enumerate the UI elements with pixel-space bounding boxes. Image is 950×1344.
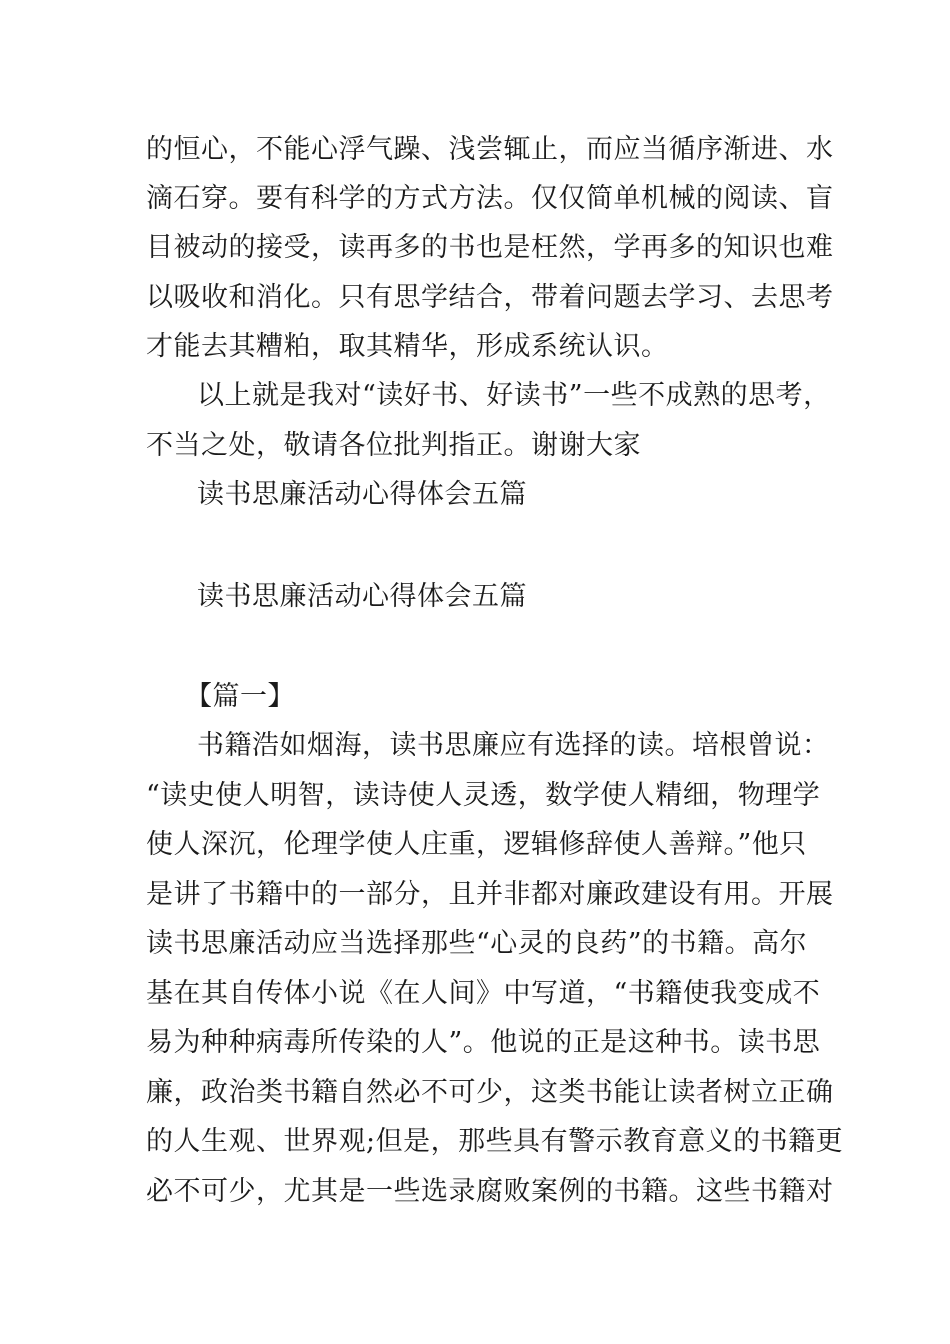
body-text-line: 必不可少，尤其是一些选录腐败案例的书籍。这些书籍对 xyxy=(146,1176,834,1207)
chapter-marker: 【篇一】 xyxy=(185,681,295,712)
body-text-line: 以吸收和消化。只有思学结合，带着问题去学习、去思考 xyxy=(146,282,834,313)
body-text-line: 的恒心，不能心浮气躁、浅尝辄止，而应当循序渐进、水 xyxy=(146,134,834,165)
body-text-line: 才能去其糟粕，取其精华，形成系统认识。 xyxy=(146,331,669,362)
body-text-line: 基在其自传体小说《在人间》中写道，“书籍使我变成不 xyxy=(146,978,821,1009)
body-text-line: 不当之处，敬请各位批判指正。谢谢大家 xyxy=(146,430,641,461)
section-heading: 读书思廉活动心得体会五篇 xyxy=(197,479,527,510)
body-text-line: 滴石穿。要有科学的方式方法。仅仅简单机械的阅读、盲 xyxy=(146,183,834,214)
body-text-line: 易为种种病毒所传染的人”。他说的正是这种书。读书思 xyxy=(146,1027,821,1058)
body-text-line: “读史使人明智，读诗使人灵透，数学使人精细，物理学 xyxy=(146,780,821,811)
body-text-line: 使人深沉，伦理学使人庄重，逻辑修辞使人善辩。”他只 xyxy=(146,829,807,860)
body-text-line: 书籍浩如烟海，读书思廉应有选择的读。培根曾说： xyxy=(197,730,830,761)
body-text-line: 以上就是我对“读好书、好读书”一些不成熟的思考， xyxy=(197,380,831,411)
body-text-line: 目被动的接受，读再多的书也是枉然，学再多的知识也难 xyxy=(146,232,834,263)
section-heading: 读书思廉活动心得体会五篇 xyxy=(197,581,527,612)
body-text-line: 读书思廉活动应当选择那些“心灵的良药”的书籍。高尔 xyxy=(146,928,808,959)
body-text-line: 的人生观、世界观;但是，那些具有警示教育意义的书籍更 xyxy=(146,1126,844,1157)
body-text-line: 廉，政治类书籍自然必不可少，这类书能让读者树立正确 xyxy=(146,1077,834,1108)
body-text-line: 是讲了书籍中的一部分，且并非都对廉政建设有用。开展 xyxy=(146,879,834,910)
